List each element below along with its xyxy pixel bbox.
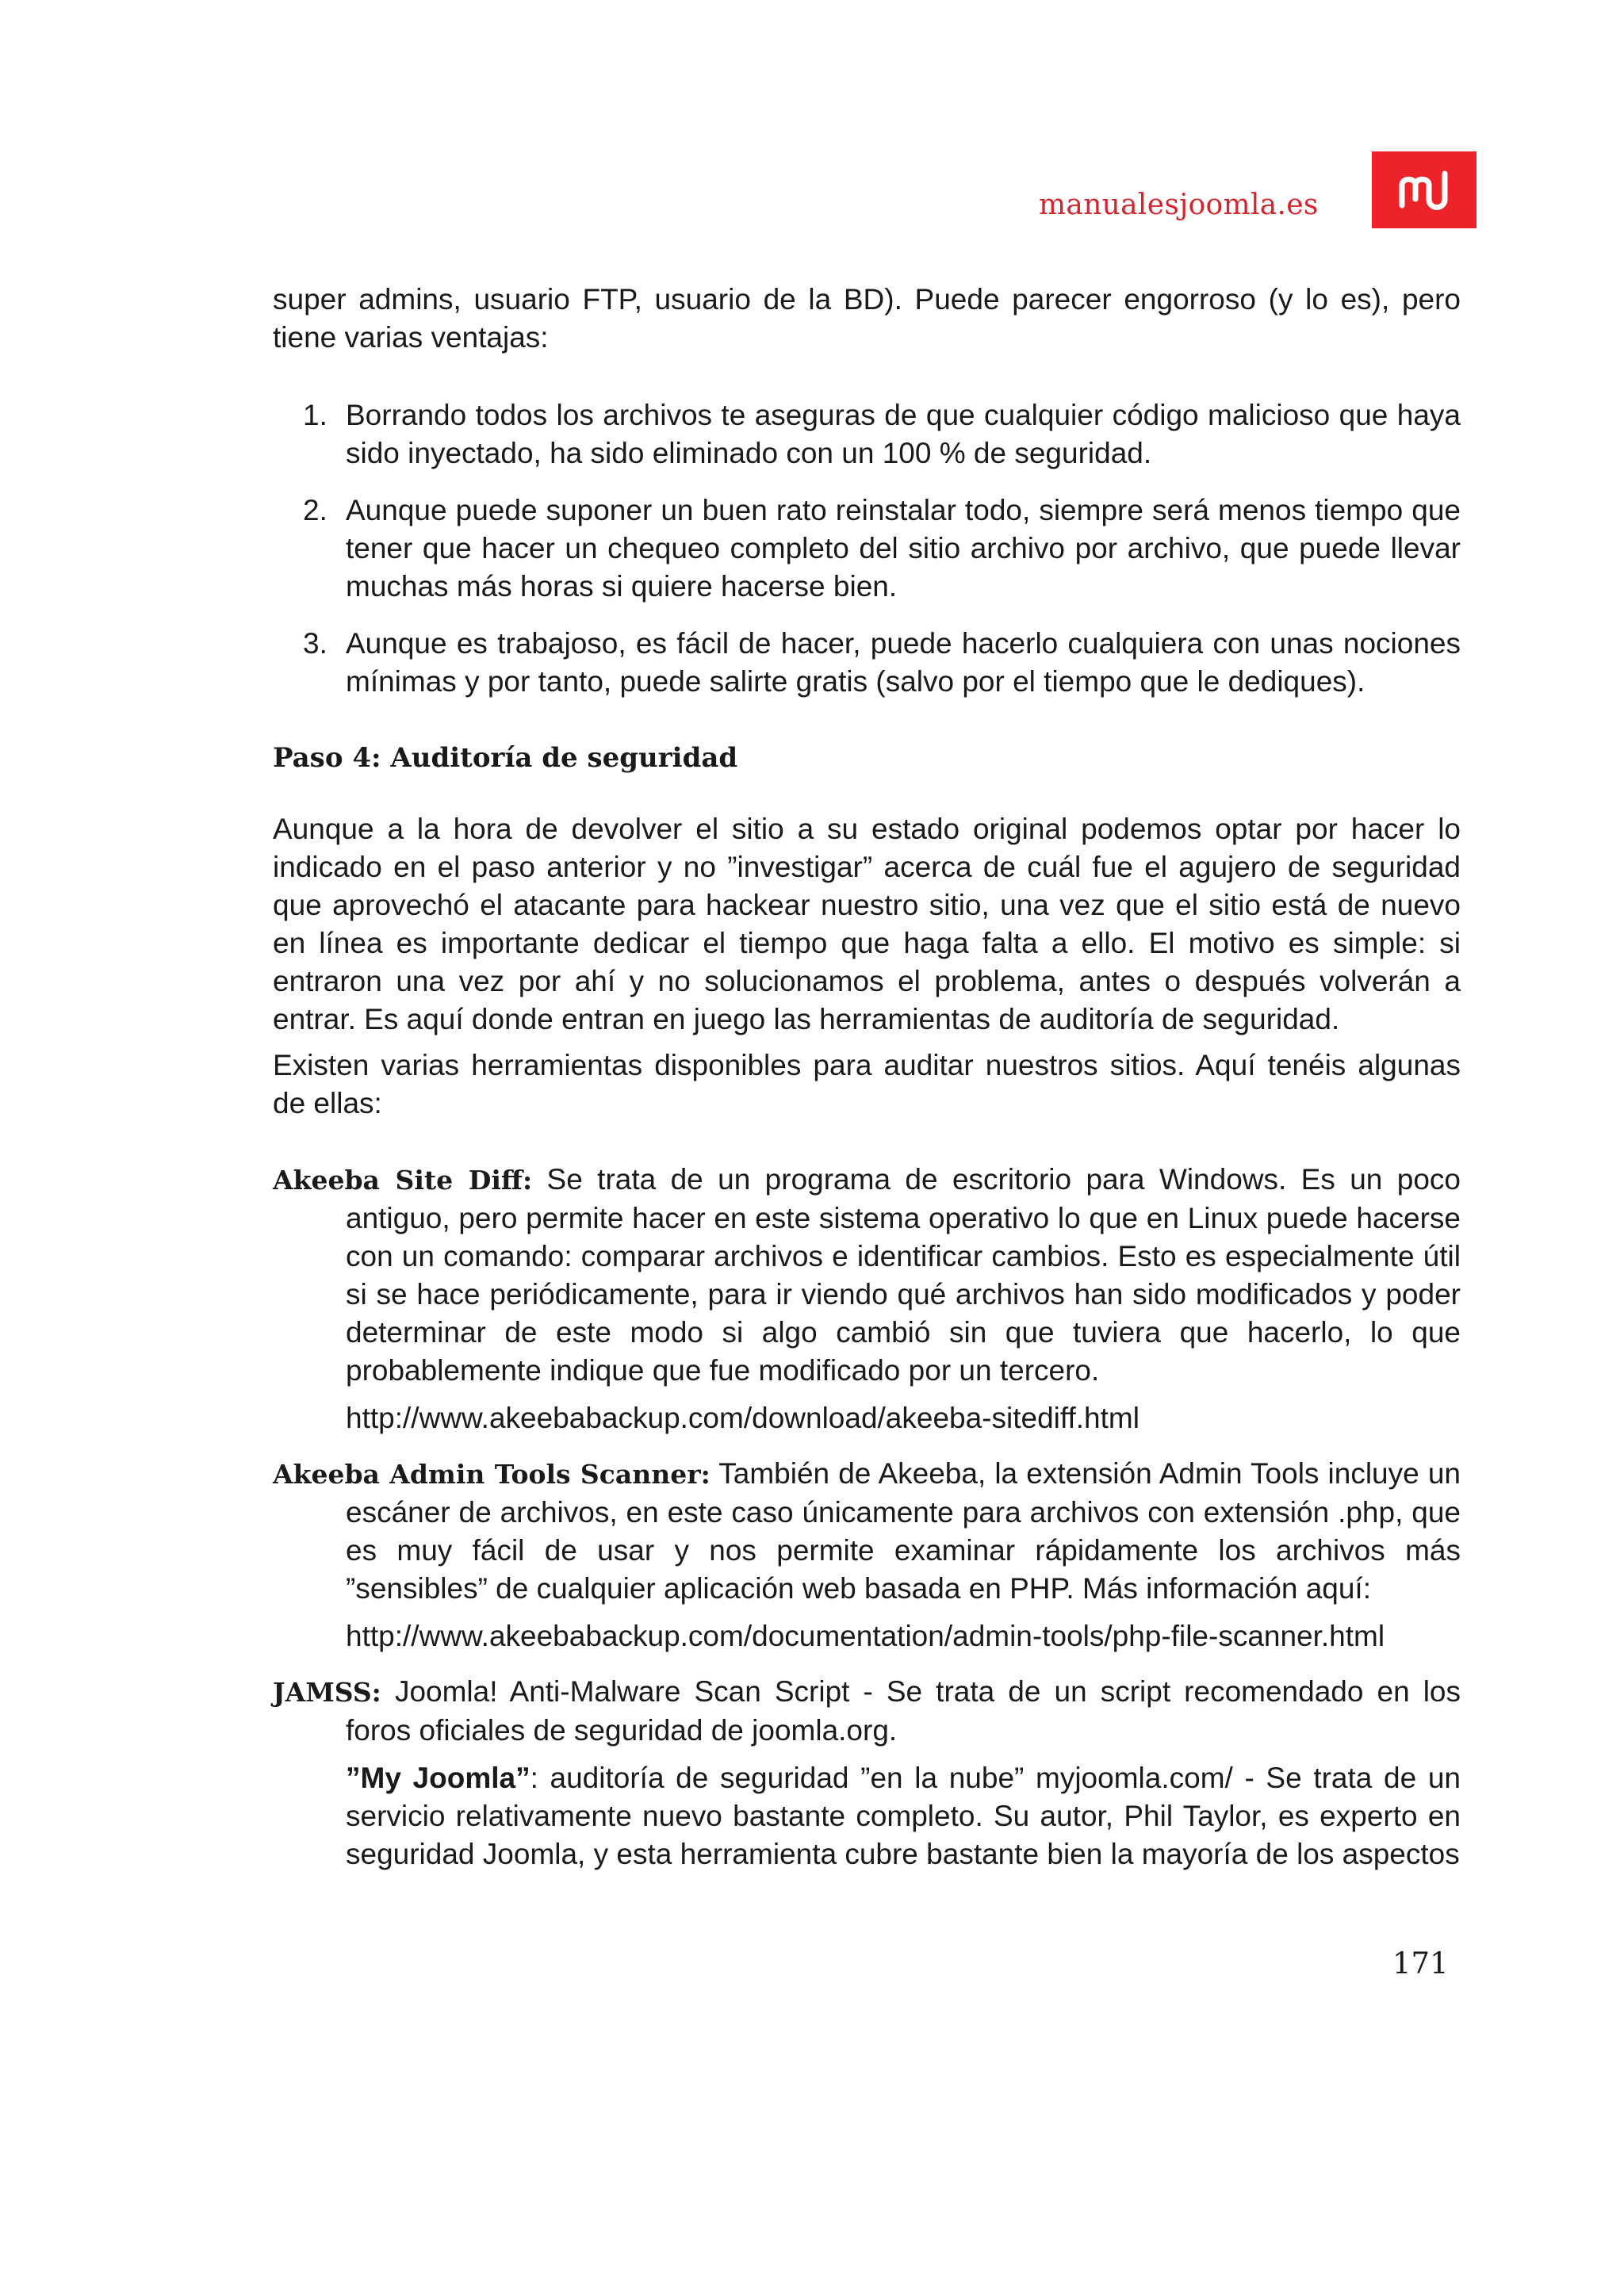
tool-subterm: ”My Joomla” (346, 1762, 530, 1794)
tool-url: http://www.akeebabackup.com/documentation/admin-tools/php-file-scanner.html (346, 1620, 1385, 1652)
list-number: 3. (303, 627, 327, 660)
intro-paragraph: super admins, usuario FTP, usuario de la BD). Puede parecer engorroso (y lo es), pero tiene varias ventajas: (273, 283, 1461, 354)
body-paragraph: Aunque a la hora de devolver el sitio a su estado original podemos optar por hacer lo indicado en el paso anterior y no ”investigar” acerca de cuál fue el agujero de seguridad que aprovechó el atacante para hackear nuestro sitio, una vez que el sitio está de nuevo en línea es importante dedicar el tiempo que haga falta a ello. El motivo es simple: si entraron una vez por ahí y no solucionamos el problema, antes o después volverán a entrar. Es aquí donde entran en juego las herramientas de auditoría de seguridad. (273, 813, 1461, 1035)
mj-logo-icon-glyph (1372, 151, 1477, 228)
list-item (273, 625, 1461, 701)
tool-url: http://www.akeebabackup.com/download/akeeba-sitediff.html (346, 1402, 1139, 1434)
page-body (273, 281, 1461, 1873)
body-paragraph: Existen varias herramientas disponibles para auditar nuestros sitios. Aquí tenéis algunas de ellas: (273, 1049, 1461, 1119)
list-item (273, 492, 1461, 606)
list-number: 2. (303, 494, 327, 526)
tool-term: Akeeba Admin Tools Scanner: (273, 1459, 710, 1490)
list-item-text: Aunque es trabajoso, es fácil de hacer, puede hacerlo cualquiera con unas nociones mínimas y por tanto, puede salirte gratis (salvo por el tiempo que le dediques). (346, 627, 1461, 698)
tool-entry (273, 1161, 1461, 1390)
site-name: manualesjoomla.es (1039, 189, 1319, 221)
tool-entry (273, 1455, 1461, 1608)
tool-subparagraph (346, 1759, 1461, 1873)
section-heading: Paso 4: Auditoría de seguridad (273, 742, 738, 774)
tool-entry (273, 1673, 1461, 1750)
tool-term: Akeeba Site Diff: (273, 1165, 533, 1196)
tool-description: Se trata de un programa de escritorio para Windows. Es un poco antiguo, pero permite hacer en este sistema operativo lo que en Linux puede hacerse con un comando: comparar archivos e identificar cambios. Esto es especialmente útil si se hace periódicamente, para ir viendo qué archivos han sido modificados y poder determinar de este modo si algo cambió sin que tuviera que hacerlo, lo que probablemente indique que fue modificado por un tercero. (346, 1163, 1461, 1387)
list-item-text: Aunque puede suponer un buen rato reinstalar todo, siempre será menos tiempo que tener que hacer un chequeo completo del sitio archivo por archivo, que puede llevar muchas más horas si quiere hacerse bien. (346, 494, 1461, 603)
advantages-list (273, 396, 1461, 701)
tool-description: Joomla! Anti-Malware Scan Script - Se trata de un script recomendado en los foros oficiales de seguridad de joomla.org. (346, 1675, 1461, 1747)
tool-subdescription: : auditoría de seguridad ”en la nube” myjoomla.com/ - Se trata de un servicio relativamente nuevo bastante completo. Su autor, Phil Taylor, es experto en seguridad Joomla, y esta herramienta cubre bastante bien la mayoría de los aspectos (346, 1762, 1461, 1870)
list-item (273, 396, 1461, 473)
mj-logo-icon (1372, 151, 1477, 228)
tool-description: También de Akeeba, la extensión Admin Tools incluye un escáner de archivos, en este caso únicamente para archivos con extensión .php, que es muy fácil de usar y nos permite examinar rápidamente los archivos más ”sensibles” de cualquier aplicación web basada en PHP. Más información aquí: (346, 1457, 1461, 1605)
tool-term: JAMSS: (273, 1677, 381, 1708)
tools-description-list (273, 1161, 1461, 1873)
page-number: 171 (1392, 1946, 1449, 1980)
list-item-text: Borrando todos los archivos te aseguras de que cualquier código malicioso que haya sido inyectado, ha sido eliminado con un 100 % de seguridad. (346, 399, 1461, 469)
list-number: 1. (303, 399, 327, 431)
